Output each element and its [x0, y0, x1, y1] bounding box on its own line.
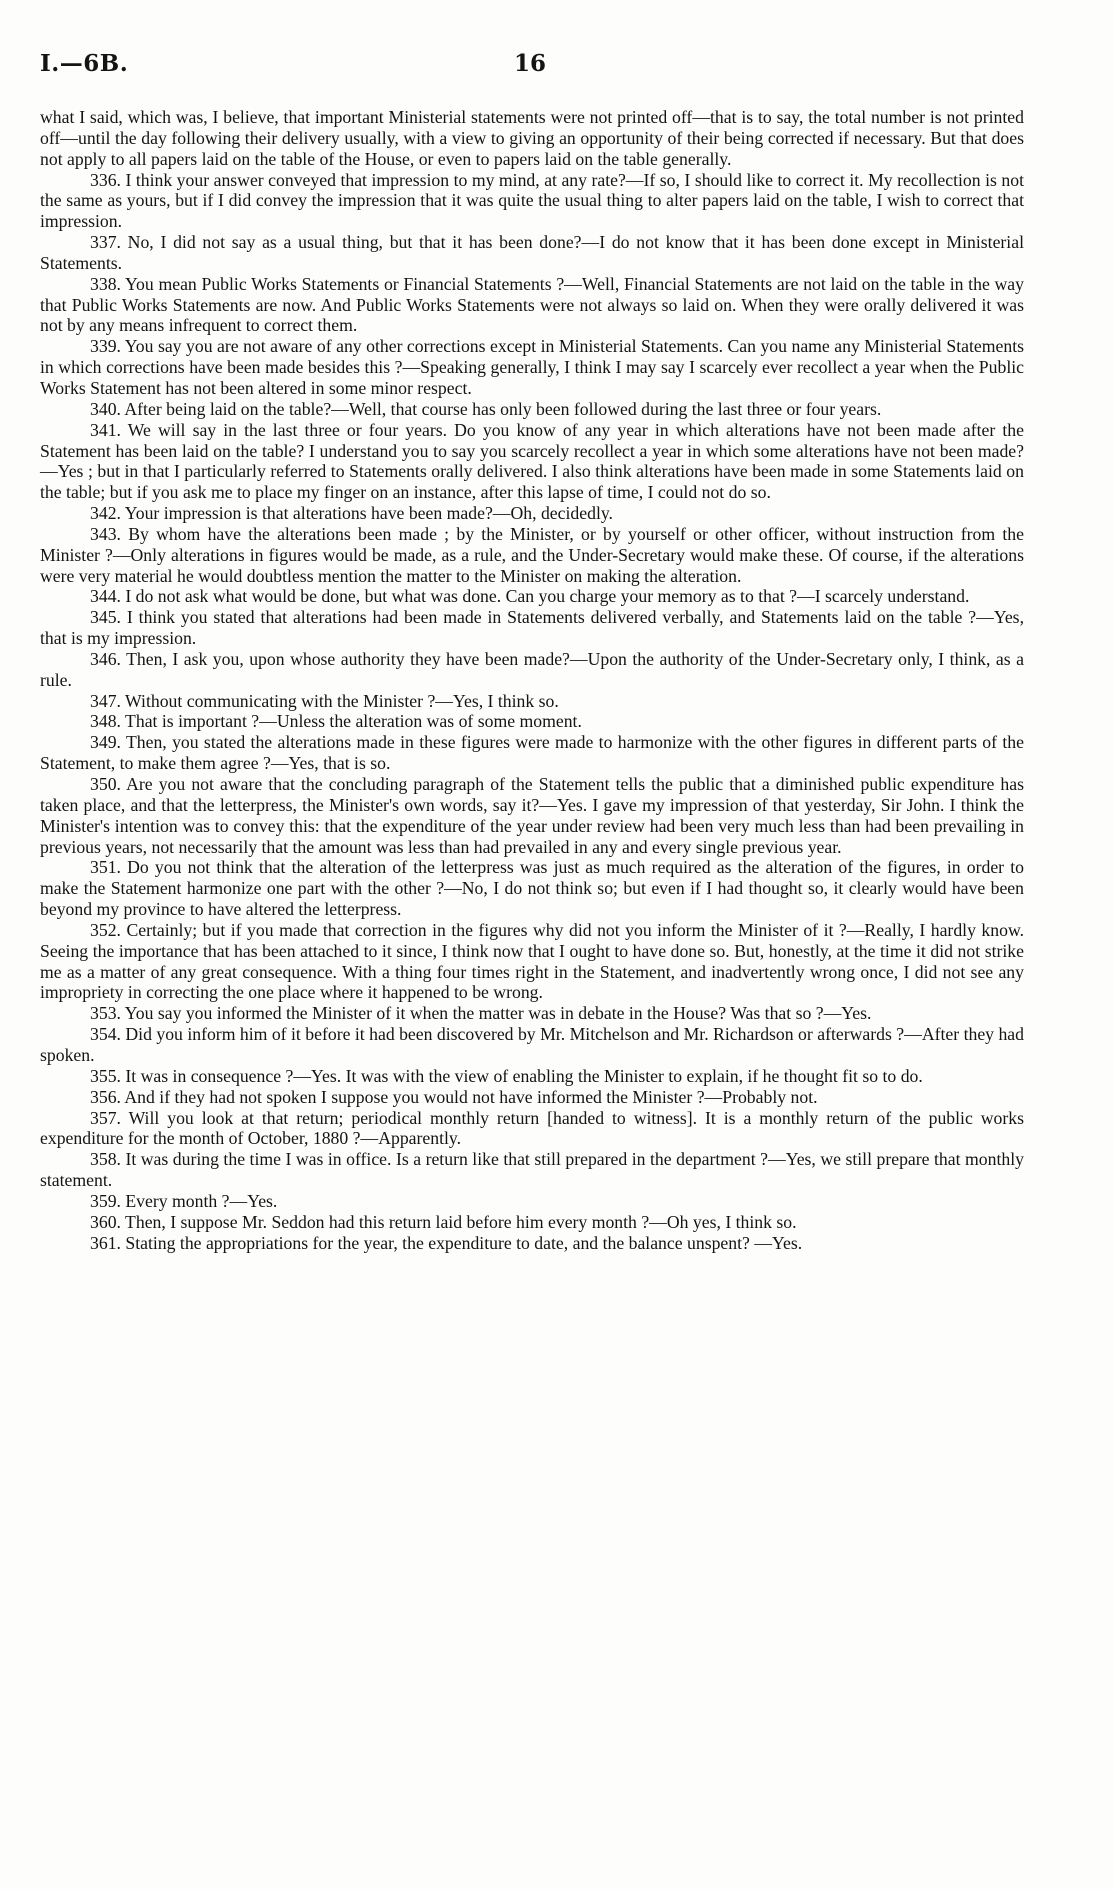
paragraph: 348. That is important ?—Unless the alteration was of some moment.: [90, 711, 582, 732]
paragraph: 350. Are you not aware that the concluding paragraph of the Statement tells the public that a diminished public expenditure has taken place, and that the letterpress, the Minister's own words, say it?—Yes. I gave my impression of that yesterday, Sir John. I think the Minister's intention was to convey this: that the expenditure of the year under review had been very much less than had been prevailing in previous years, not necessarily that the amount was less than had prevailed in any and every single previous year.: [40, 774, 1024, 857]
document-body: [40, 107, 1024, 1253]
paragraph: 354. Did you inform him of it before it had been discovered by Mr. Mitchelson and Mr. Richardson or afterwards ?—After they had spoken.: [40, 1024, 1024, 1065]
document-reference: I.—6B.: [40, 50, 129, 77]
paragraph: 357. Will you look at that return; periodical monthly return [handed to witness]. It is a monthly return of the public works expenditure for the month of October, 1880 ?—Apparently.: [40, 1107, 1024, 1149]
paragraph: 336. I think your answer conveyed that impression to my mind, at any rate?—If so, I should like to correct it. My recollection is not the same as yours, but if I did convey the impression that it was quite the usual thing to alter papers laid on the table, I wish to correct that impression.: [40, 169, 1024, 232]
paragraph: 355. It was in consequence ?—Yes. It was with the view of enabling the Minister to explain, if he thought fit so to do.: [90, 1065, 923, 1086]
page-header: [40, 50, 1020, 84]
paragraph: 337. No, I did not say as a usual thing, but that it has been done?—I do not know that it has been done except in Ministerial Statements.: [40, 232, 1024, 273]
paragraph: 341. We will say in the last three or four years. Do you know of any year in which alterations have not been made after the Statement has been laid on the table? I understand you to say you scarcely recollect a year in which some alterations have not been made?—Yes ; but in that I particularly referred to Statements orally delivered. I also think alterations have been made in some Statements laid on the table; but if you ask me to place my finger on an instance, after this lapse of time, I could not do so.: [40, 419, 1024, 503]
page-number: 16: [513, 50, 546, 77]
paragraph: 349. Then, you stated the alterations made in these figures were made to harmonize with the other figures in different parts of the Statement, to make them agree ?—Yes, that is so.: [40, 732, 1024, 774]
paragraph: 358. It was during the time I was in office. Is a return like that still prepared in the department ?—Yes, we still prepare that monthly statement.: [40, 1149, 1024, 1191]
paragraph: 346. Then, I ask you, upon whose authority they have been made?—Upon the authority of the Under-Secretary only, I think, as a rule.: [40, 648, 1024, 690]
paragraph: 359. Every month ?—Yes.: [90, 1190, 278, 1211]
paragraph: 351. Do you not think that the alteration of the letterpress was just as much required as the alteration of the figures, in order to make the Statement harmonize one part with the other ?—No, I do not think so; but even if I had thought so, it clearly would have been beyond my province to have altered the letterpress.: [40, 857, 1024, 920]
paragraph: 343. By whom have the alterations been made ; by the Minister, or by yourself or other officer, without instruction from the Minister ?—Only alterations in figures would be made, as a rule, and the Under-Secretary would make these. Of course, if the alterations were very material he would doubtless mention the matter to the Minister on making the alteration.: [40, 523, 1024, 586]
paragraph: 360. Then, I suppose Mr. Seddon had this return laid before him every month ?—Oh yes, I think so.: [90, 1211, 797, 1232]
paragraph: 356. And if they had not spoken I suppose you would not have informed the Minister ?—Probably not.: [90, 1086, 818, 1107]
paragraph: 344. I do not ask what would be done, but what was done. Can you charge your memory as to that ?—I scarcely understand.: [90, 586, 970, 607]
paragraph: 361. Stating the appropriations for the year, the expenditure to date, and the balance unspent? —Yes.: [90, 1232, 803, 1253]
paragraph: 338. You mean Public Works Statements or Financial Statements ?—Well, Financial Statements are not laid on the table in the way that Public Works Statements are now. And Public Works Statements were not always so laid on. When they were orally delivered it was not by any means infrequent to correct them.: [40, 273, 1024, 336]
paragraph: what I said, which was, I believe, that important Ministerial statements were not printed off—that is to say, the total number is not printed off—until the day following their delivery usually, with a view to giving an opportunity of their being corrected if necessary. But that does not apply to all papers laid on the table of the House, or even to papers laid on the table generally.: [40, 107, 1024, 169]
paragraph: 347. Without communicating with the Minister ?—Yes, I think so.: [90, 690, 559, 711]
paragraph: 342. Your impression is that alterations have been made?—Oh, decidedly.: [90, 503, 613, 524]
paragraph: 352. Certainly; but if you made that correction in the figures why did not you inform the Minister of it ?—Really, I hardly know. Seeing the importance that has been attached to it since, I think now that I ought to have done so. But, honestly, at the time it did not strike me as a matter of any great consequence. With a thing four times right in the Statement, and inadvertently wrong once, I did not see any impropriety in correcting the one place where it happened to be wrong.: [40, 919, 1024, 1003]
paragraph: 345. I think you stated that alterations had been made in Statements delivered verbally, and Statements laid on the table ?—Yes, that is my impression.: [40, 607, 1024, 649]
paragraph: 340. After being laid on the table?—Well, that course has only been followed during the last three or four years.: [90, 398, 882, 419]
paragraph: 339. You say you are not aware of any other corrections except in Ministerial Statements. Can you name any Ministerial Statements in which corrections have been made besides this ?—Speaking generally, I think I may say I scarcely ever recollect a year when the Public Works Statement has not been altered in some minor respect.: [40, 336, 1024, 398]
paragraph: 353. You say you informed the Minister of it when the matter was in debate in the House? Was that so ?—Yes.: [90, 1003, 872, 1024]
